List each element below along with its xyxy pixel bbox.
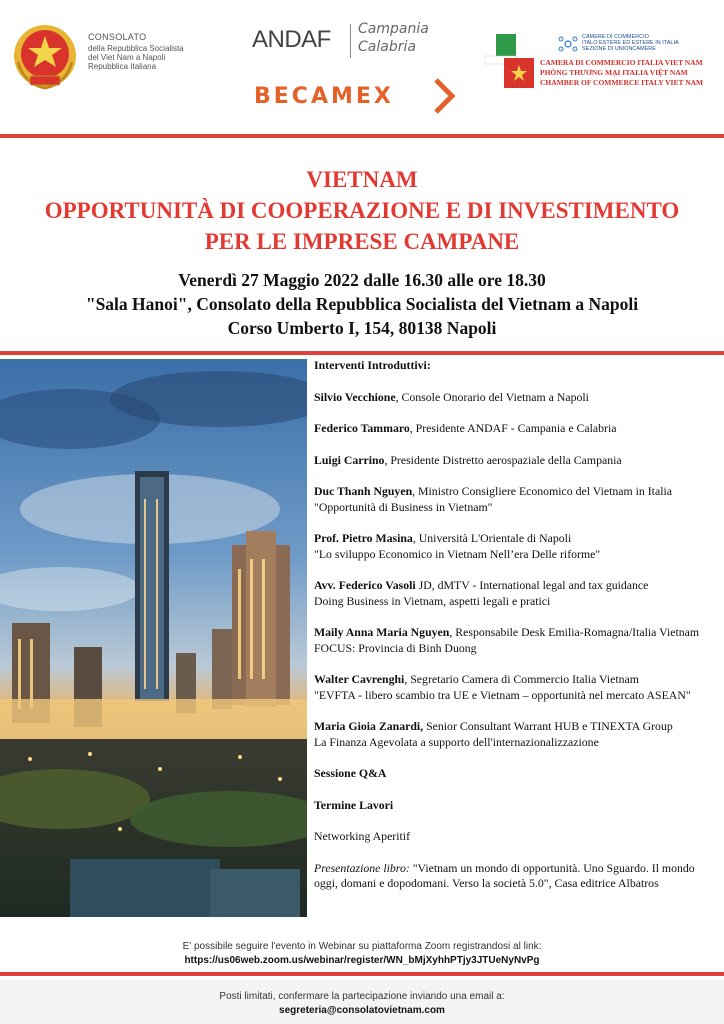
chamber-name-line: CHAMBER OF COMMERCE ITALY VIET NAM — [540, 78, 704, 87]
book-presentation — [314, 861, 718, 892]
event-details — [0, 268, 724, 340]
event-title — [0, 164, 724, 257]
speaker-role: , Ministro Consigliere Economico del Vietnam in Italia — [412, 484, 672, 498]
speaker-item — [314, 390, 718, 406]
andaf-wordmark: ANDAF — [252, 26, 331, 53]
speaker-name: Duc Thanh Nguyen — [314, 484, 413, 498]
closing: Termine Lavori — [314, 797, 394, 812]
vietnam-emblem-logo — [10, 22, 80, 94]
chamber-name-line: CAMERA DI COMMERCIO ITALIA VIET NAM — [540, 58, 703, 67]
becamex-wordmark: BECAMEX — [254, 84, 394, 109]
speaker-name: Silvio Vecchione — [314, 389, 396, 404]
speaker-name: Avv. Federico Vasoli — [314, 578, 416, 592]
speaker-role: , Responsabile Desk Emilia-Romagna/Italia Vietnam — [449, 625, 700, 639]
speaker-topic: "EVFTA - libero scambio tra UE e Vietnam – opportunità nel mercato ASEAN" — [314, 687, 691, 702]
andaf-region-line: Campania — [358, 21, 429, 37]
speaker-name: Maily Anna Maria Nguyen — [314, 625, 450, 639]
speaker-role: , Presidente Distretto aerospaziale della Campania — [384, 452, 622, 467]
speaker-role: , Console Onorario del Vietnam a Napoli — [395, 389, 589, 404]
footer-divider — [0, 972, 724, 976]
speaker-topic: La Finanza Agevolata a supporto dell'internazionalizzazione — [314, 734, 599, 749]
chevron-right-icon — [432, 76, 456, 116]
speaker-role: , Presidente ANDAF - Campania e Calabria — [409, 421, 617, 435]
chamber-of-commerce-logo — [484, 26, 720, 98]
event-address: Corso Umberto I, 154, 80138 Napoli — [227, 318, 497, 338]
speaker-item — [314, 531, 718, 562]
city-skyline-photo — [0, 359, 307, 917]
speaker-item — [314, 484, 718, 515]
speaker-role: , Università L'Orientale di Napoli — [412, 531, 572, 545]
chamber-name-line: PHÒNG THƯƠNG MẠI ITALIA VIỆT NAM — [540, 68, 688, 77]
speaker-name: Prof. Pietro Masina — [314, 531, 413, 545]
chamber-network-line: CAMERE DI COMMERCIO — [582, 34, 649, 40]
title-divider — [0, 351, 724, 355]
chamber-name — [540, 58, 703, 88]
speaker-role: Senior Consultant Warrant HUB e TINEXTA Group — [423, 719, 673, 733]
speaker-role: , Segretario Camera di Commercio Italia Vietnam — [404, 672, 639, 686]
speaker-name: Luigi Carrino — [314, 452, 385, 467]
speaker-topic: Doing Business in Vietnam, aspetti legali e pratici — [314, 593, 551, 608]
consolato-block — [88, 32, 228, 71]
webinar-link[interactable]: https://us06web.zoom.us/webinar/register/WN_bMjXyhhPTjy3JTUeNyNvPg — [184, 955, 540, 966]
speaker-item — [314, 453, 718, 469]
speaker-name: Walter Cavrenghi — [314, 672, 405, 686]
book-text: "Vietnam un mondo di opportunità. Uno Sguardo. Il mondo oggi, domani e dopodomani. Verso la società 5.0", Casa editrice Albatros — [314, 860, 695, 890]
header-divider — [0, 134, 724, 138]
footer — [0, 980, 724, 1024]
consolato-line: della Repubblica Socialista — [88, 44, 184, 53]
speaker-name: Maria Gioia Zanardi, — [314, 719, 424, 733]
webinar-text: E' possibile seguire l'evento in Webinar su piattaforma Zoom registrandosi al link: — [182, 941, 542, 952]
event-venue: "Sala Hanoi", Consolato della Repubblica Socialista del Vietnam a Napoli — [85, 294, 639, 314]
speaker-item — [314, 719, 718, 750]
andaf-divider — [350, 24, 351, 58]
webinar-info — [0, 940, 724, 968]
title-line: PER LE IMPRESE CAMPANE — [204, 229, 520, 254]
speaker-topic: "Lo sviluppo Economico in Vietnam Nell’era Delle riforme" — [314, 546, 601, 561]
consolato-line: Repubblica Italiana — [88, 62, 157, 71]
andaf-region-line: Calabria — [358, 39, 416, 55]
event-date: Venerdì 27 Maggio 2022 dalle 16.30 alle ore 18.30 — [178, 270, 546, 290]
footer-text: Posti limitati, confermare la partecipazione inviando una email a: — [219, 991, 505, 1002]
speaker-role: JD, dMTV - International legal and tax guidance — [415, 578, 649, 592]
becamex-logo — [254, 74, 464, 116]
speaker-item — [314, 578, 718, 609]
consolato-title: CONSOLATO — [88, 32, 147, 42]
agenda-heading: Interventi Introduttivi: — [314, 358, 431, 372]
agenda — [314, 358, 718, 892]
networking: Networking Aperitif — [314, 829, 410, 843]
title-line: VIETNAM — [306, 167, 418, 192]
chamber-network-line: ITALO ESTERE ED ESTERE IN ITALIA — [582, 40, 679, 46]
italy-vietnam-flags-icon — [484, 34, 536, 88]
speaker-topic: "Opportunità di Business in Vietnam" — [314, 499, 493, 514]
andaf-region — [358, 20, 429, 56]
title-line: OPPORTUNITÀ DI COOPERAZIONE E DI INVESTIMENTO — [44, 198, 680, 223]
qa-session: Sessione Q&A — [314, 766, 387, 780]
speaker-topic: FOCUS: Provincia di Binh Duong — [314, 640, 477, 655]
consolato-line: del Viet Nam a Napoli — [88, 53, 166, 62]
book-label: Presentazione libro: — [314, 860, 410, 875]
network-dots-icon — [558, 34, 578, 54]
contact-email[interactable]: segreteria@consolatovietnam.com — [279, 1005, 445, 1016]
header — [0, 0, 724, 132]
chamber-network-text — [582, 34, 679, 52]
speaker-item — [314, 625, 718, 656]
speaker-item — [314, 421, 718, 437]
speaker-name: Federico Tammaro — [314, 421, 410, 435]
chamber-network-line: SEZIONE DI UNIONCAMERE — [582, 46, 656, 52]
speaker-item — [314, 672, 718, 703]
